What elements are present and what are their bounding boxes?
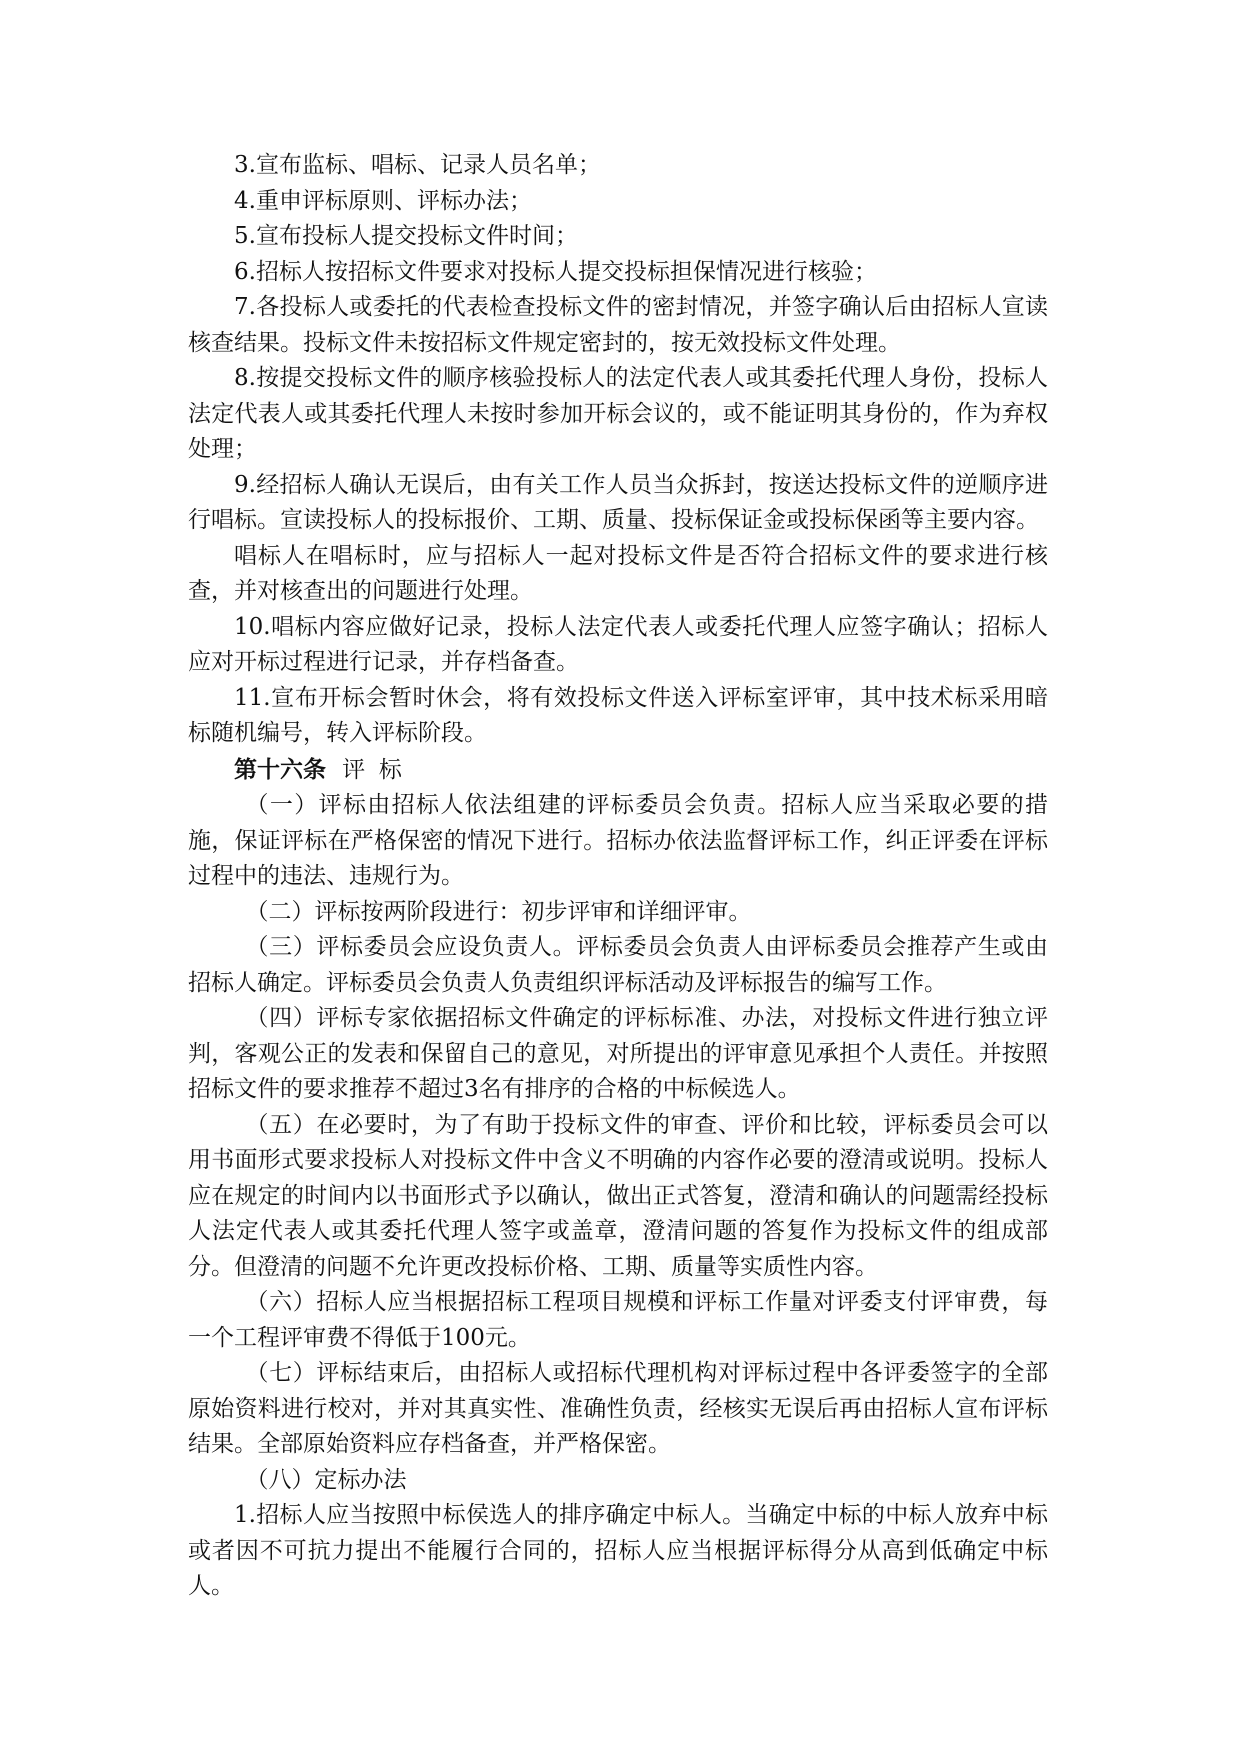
sub-paragraph-6: （六）招标人应当根据招标工程项目规模和评标工作量对评委支付评审费，每一个工程评审费不得低于100元。 bbox=[188, 1289, 1048, 1351]
paragraph-item-4: 4.重申评标原则、评标办法； bbox=[234, 187, 532, 214]
sub-paragraph-7: （七）评标结束后，由招标人或招标代理机构对评标过程中各评委签字的全部原始资料进行校对，并对其真实性、准确性负责，经核实无误后再由招标人宣布评标结果。全部原始资料应存档备查，并严格保密。 bbox=[188, 1360, 1048, 1457]
sub-paragraph-8: （八）定标办法 bbox=[245, 1466, 407, 1493]
document-body bbox=[188, 148, 1048, 1605]
paragraph-item-9: 9.经招标人确认无误后，由有关工作人员当众拆封，按送达投标文件的逆顺序进行唱标。宣读投标人的投标报价、工期、质量、投标保证金或投标保函等主要内容。 bbox=[188, 471, 1048, 533]
paragraph-item-11: 11.宣布开标会暂时休会，将有效投标文件送入评标室评审，其中技术标采用暗标随机编号，转入评标阶段。 bbox=[188, 684, 1048, 746]
paragraph-item-10: 10.唱标内容应做好记录，投标人法定代表人或委托代理人应签字确认；招标人应对开标过程进行记录，并存档备查。 bbox=[188, 613, 1048, 675]
paragraph-singer-note: 唱标人在唱标时，应与招标人一起对投标文件是否符合招标文件的要求进行核查，并对核查出的问题进行处理。 bbox=[188, 542, 1048, 604]
paragraph-item-8: 8.按提交投标文件的顺序核验投标人的法定代表人或其委托代理人身份，投标人法定代表人或其委托代理人未按时参加开标会议的，或不能证明其身份的，作为弃权处理； bbox=[188, 365, 1048, 462]
paragraph-item-3: 3.宣布监标、唱标、记录人员名单； bbox=[234, 152, 601, 178]
paragraph-item-5: 5.宣布投标人提交投标文件时间； bbox=[234, 223, 578, 249]
final-paragraph: 1.招标人应当按照中标侯选人的排序确定中标人。当确定中标的中标人放弃中标或者因不可抗力提出不能履行合同的，招标人应当根据评标得分从高到低确定中标人。 bbox=[188, 1502, 1048, 1599]
paragraph-item-7: 7.各投标人或委托的代表检查投标文件的密封情况，并签字确认后由招标人宣读核查结果。投标文件未按招标文件规定密封的，按无效投标文件处理。 bbox=[188, 294, 1048, 356]
sub-paragraph-4: （四）评标专家依据招标文件确定的评标标准、办法，对投标文件进行独立评判，客观公正的发表和保留自己的意见，对所提出的评审意见承担个人责任。并按照招标文件的要求推荐不超过3名有排序的合格的中标候选人。 bbox=[188, 1005, 1048, 1102]
article-heading bbox=[188, 752, 1048, 789]
sub-paragraph-3: （三）评标委员会应设负责人。评标委员会负责人由评标委员会推荐产生或由招标人确定。评标委员会负责人负责组织评标活动及评标报告的编写工作。 bbox=[188, 934, 1048, 996]
sub-paragraph-5: （五）在必要时，为了有助于投标文件的审查、评价和比较，评标委员会可以用书面形式要求投标人对投标文件中含义不明确的内容作必要的澄清或说明。投标人应在规定的时间内以书面形式予以确认，做出正式答复，澄清和确认的问题需经投标人法定代表人或其委托代理人签字或盖章，澄清问题的答复作为投标文件的组成部分。但澄清的问题不允许更改投标价格、工期、质量等实质性内容。 bbox=[188, 1111, 1048, 1280]
sub-paragraph-2: （二）评标按两阶段进行：初步评审和详细评审。 bbox=[245, 898, 752, 925]
article-title: 评标 bbox=[342, 756, 416, 783]
sub-paragraph-1: （一）评标由招标人依法组建的评标委员会负责。招标人应当采取必要的措施，保证评标在严格保密的情况下进行。招标办依法监督评标工作，纠正评委在评标过程中的违法、违规行为。 bbox=[188, 792, 1048, 889]
paragraph-item-6: 6.招标人按招标文件要求对投标人提交投标担保情况进行核验； bbox=[234, 258, 877, 285]
article-number: 第十六条 bbox=[234, 755, 326, 783]
